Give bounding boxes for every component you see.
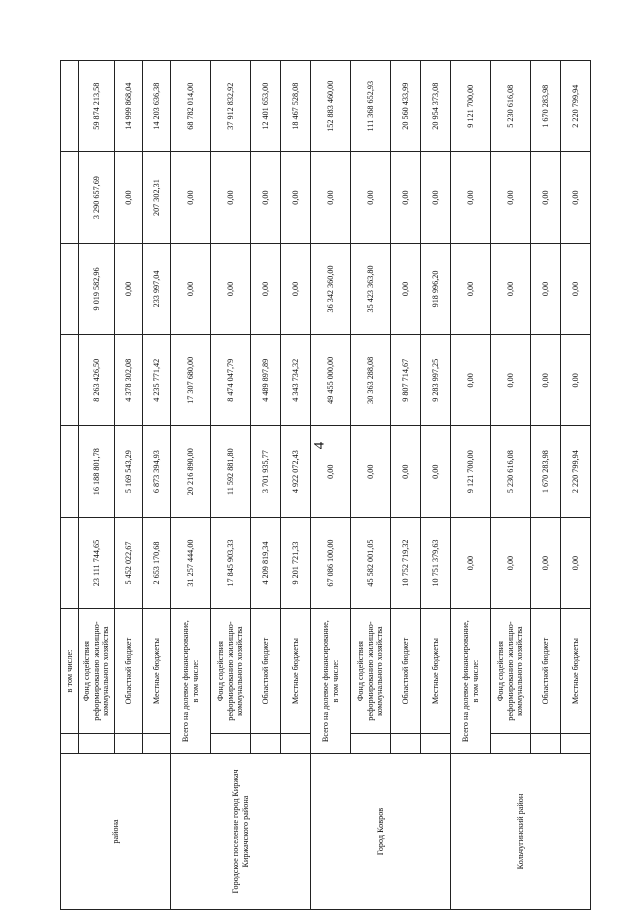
value-cell: 0,00	[115, 243, 143, 334]
value-cell: 2 220 799,94	[561, 426, 591, 517]
row-label: Местные бюджеты	[561, 609, 591, 734]
value-cell	[61, 152, 79, 243]
row-label	[171, 609, 211, 754]
value-cell: 0,00	[391, 426, 421, 517]
value-cell: 11 592 881,80	[211, 426, 251, 517]
value-cell: 0,00	[351, 152, 391, 243]
value-cell: 45 582 001,05	[351, 517, 391, 608]
value-cell: 9 019 582,96	[79, 243, 115, 334]
page-number: 4	[311, 441, 328, 450]
indent-cell	[531, 733, 561, 753]
value-cell: 0,00	[281, 152, 311, 243]
indent-cell	[561, 733, 591, 753]
value-cell: 20 954 373,08	[421, 61, 451, 152]
value-cell	[61, 517, 79, 608]
value-cell: 2 653 170,68	[143, 517, 171, 608]
indent-cell	[143, 733, 171, 753]
value-cell: 0,00	[561, 243, 591, 334]
value-cell: 918 996,20	[421, 243, 451, 334]
indent-cell	[251, 733, 281, 753]
row-label: Фонд содействия реформированию жилищно-коммунального хозяйства	[351, 609, 391, 734]
indent-cell	[391, 733, 421, 753]
value-cell: 0,00	[531, 152, 561, 243]
value-cell: 152 883 460,00	[311, 61, 351, 152]
value-cell: 14 999 868,04	[115, 61, 143, 152]
value-cell: 0,00	[491, 152, 531, 243]
indent-cell	[211, 733, 251, 753]
indent-cell	[421, 733, 451, 753]
row-label: Областной бюджет	[115, 609, 143, 734]
value-cell: 8 263 426,50	[79, 335, 115, 426]
row-label: Областной бюджет	[251, 609, 281, 734]
value-cell: 10 751 379,63	[421, 517, 451, 608]
value-cell: 0,00	[451, 517, 491, 608]
value-cell: 9 201 721,33	[281, 517, 311, 608]
value-cell: 3 701 935,77	[251, 426, 281, 517]
value-cell: 10 752 719,32	[391, 517, 421, 608]
table-row	[451, 61, 491, 910]
value-cell: 17 307 680,00	[171, 335, 211, 426]
row-label-main: Всего на долевое финансирование,	[321, 620, 331, 743]
value-cell: 1 670 283,98	[531, 61, 561, 152]
value-cell: 31 257 444,00	[171, 517, 211, 608]
value-cell: 14 203 636,38	[143, 61, 171, 152]
value-cell: 5 452 022,67	[115, 517, 143, 608]
value-cell: 5 230 616,08	[491, 426, 531, 517]
table-body	[61, 61, 591, 910]
value-cell: 20 216 890,00	[171, 426, 211, 517]
row-label: Областной бюджет	[531, 609, 561, 734]
row-label-sub: в том числе:	[330, 659, 340, 703]
value-cell: 0,00	[171, 152, 211, 243]
value-cell: 6 873 394,93	[143, 426, 171, 517]
row-label: Областной бюджет	[391, 609, 421, 734]
row-label	[311, 609, 351, 754]
value-cell: 37 912 832,92	[211, 61, 251, 152]
row-label-sub: в том числе:	[470, 659, 480, 703]
row-label: Местные бюджеты	[143, 609, 171, 734]
value-cell: 0,00	[251, 152, 281, 243]
value-cell: 9 283 997,25	[421, 335, 451, 426]
value-cell: 0,00	[281, 243, 311, 334]
value-cell: 68 782 014,00	[171, 61, 211, 152]
value-cell: 0,00	[115, 152, 143, 243]
region-cell: Кольчугинский район	[451, 754, 591, 910]
funding-table	[60, 60, 591, 910]
value-cell: 0,00	[451, 243, 491, 334]
value-cell: 0,00	[391, 152, 421, 243]
value-cell: 0,00	[211, 152, 251, 243]
value-cell: 4 235 771,42	[143, 335, 171, 426]
value-cell: 36 342 360,00	[311, 243, 351, 334]
value-cell: 0,00	[171, 243, 211, 334]
value-cell	[61, 243, 79, 334]
value-cell: 16 188 801,78	[79, 426, 115, 517]
value-cell	[61, 61, 79, 152]
indent-cell	[79, 733, 115, 753]
value-cell: 5 230 616,08	[491, 61, 531, 152]
row-label: Фонд содействия реформированию жилищно-коммунального хозяйства	[211, 609, 251, 734]
value-cell: 35 423 363,80	[351, 243, 391, 334]
value-cell: 0,00	[351, 426, 391, 517]
value-cell: 0,00	[451, 335, 491, 426]
value-cell: 233 997,04	[143, 243, 171, 334]
region-cell: Город Ковров	[311, 754, 451, 910]
value-cell: 4 209 819,34	[251, 517, 281, 608]
indent-cell	[115, 733, 143, 753]
value-cell: 0,00	[211, 243, 251, 334]
value-cell: 0,00	[561, 152, 591, 243]
value-cell: 1 670 283,98	[531, 426, 561, 517]
value-cell: 111 368 652,93	[351, 61, 391, 152]
value-cell: 12 401 653,00	[251, 61, 281, 152]
rotated-table-container	[60, 60, 580, 910]
value-cell: 0,00	[531, 517, 561, 608]
indent-cell	[351, 733, 391, 753]
value-cell	[61, 426, 79, 517]
value-cell: 20 560 433,99	[391, 61, 421, 152]
value-cell: 23 111 744,65	[79, 517, 115, 608]
value-cell: 4 489 897,89	[251, 335, 281, 426]
value-cell: 0,00	[531, 243, 561, 334]
value-cell: 207 302,31	[143, 152, 171, 243]
value-cell: 49 455 000,00	[311, 335, 351, 426]
value-cell: 59 874 213,58	[79, 61, 115, 152]
value-cell	[61, 335, 79, 426]
value-cell: 0,00	[311, 426, 351, 517]
region-cell: района	[61, 754, 171, 910]
value-cell: 0,00	[531, 335, 561, 426]
indent-cell	[61, 733, 79, 753]
table-row	[311, 61, 351, 910]
value-cell: 30 363 288,08	[351, 335, 391, 426]
value-cell: 4 378 302,08	[115, 335, 143, 426]
region-cell: Городское поселение город Киржач Киржачского района	[171, 754, 311, 910]
value-cell: 0,00	[311, 152, 351, 243]
row-label: Местные бюджеты	[421, 609, 451, 734]
value-cell: 0,00	[251, 243, 281, 334]
row-label: Фонд содействия реформированию жилищно-коммунального хозяйства	[491, 609, 531, 734]
value-cell: 4 343 734,32	[281, 335, 311, 426]
row-label	[451, 609, 491, 754]
row-label: в том числе:	[61, 609, 79, 734]
table-row	[61, 61, 79, 910]
value-cell: 17 845 903,33	[211, 517, 251, 608]
value-cell: 9 121 700,00	[451, 426, 491, 517]
value-cell: 9 807 714,67	[391, 335, 421, 426]
value-cell: 0,00	[491, 335, 531, 426]
value-cell: 0,00	[421, 426, 451, 517]
value-cell: 0,00	[391, 243, 421, 334]
value-cell: 18 467 528,08	[281, 61, 311, 152]
table-row	[171, 61, 211, 910]
indent-cell	[281, 733, 311, 753]
indent-cell	[491, 733, 531, 753]
value-cell: 0,00	[421, 152, 451, 243]
value-cell: 0,00	[561, 335, 591, 426]
value-cell: 0,00	[491, 517, 531, 608]
row-label-main: Всего на долевое финансирование,	[181, 620, 191, 743]
value-cell: 0,00	[561, 517, 591, 608]
value-cell: 3 290 657,69	[79, 152, 115, 243]
value-cell: 0,00	[491, 243, 531, 334]
value-cell: 67 086 100,00	[311, 517, 351, 608]
value-cell: 2 220 799,94	[561, 61, 591, 152]
row-label: Местные бюджеты	[281, 609, 311, 734]
value-cell: 4 922 072,43	[281, 426, 311, 517]
row-label: Фонд содействия реформированию жилищно-коммунального хозяйства	[79, 609, 115, 734]
value-cell: 8 474 047,79	[211, 335, 251, 426]
value-cell: 9 121 700,00	[451, 61, 491, 152]
row-label-main: Всего на долевое финансирование,	[461, 620, 471, 743]
value-cell: 0,00	[451, 152, 491, 243]
row-label-sub: в том числе:	[190, 659, 200, 703]
value-cell: 5 169 543,29	[115, 426, 143, 517]
